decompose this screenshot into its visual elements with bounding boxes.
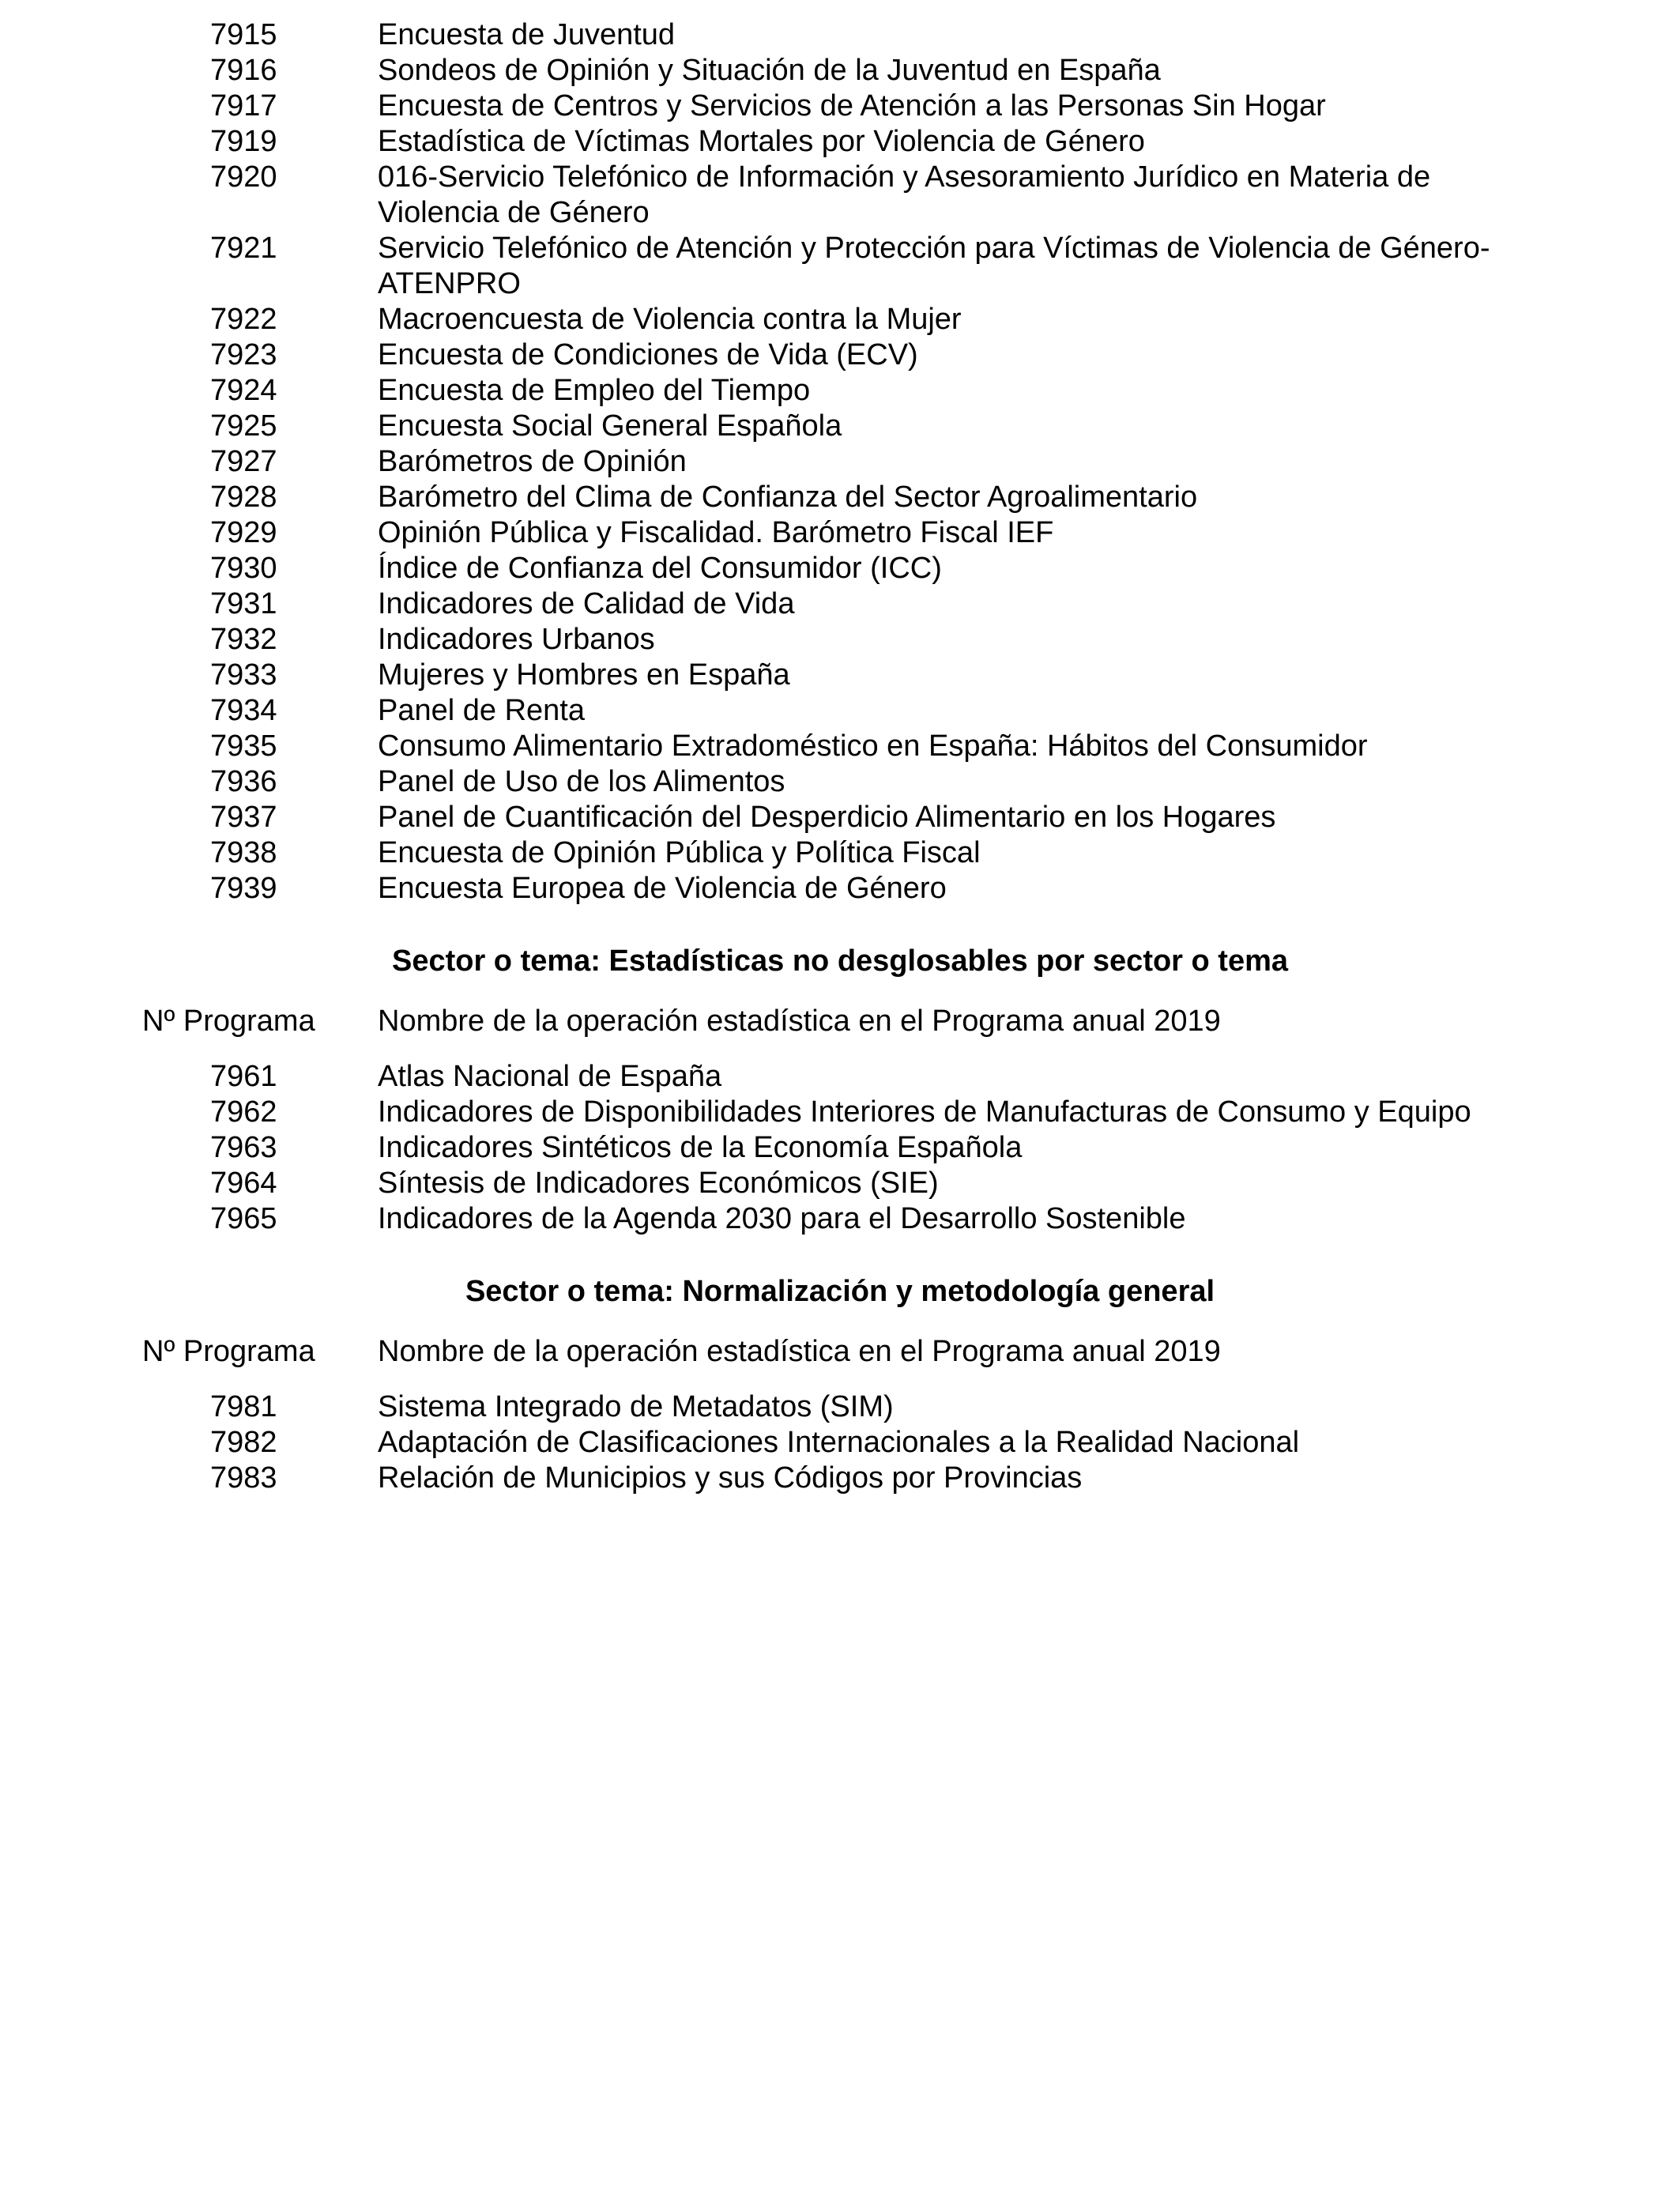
operations-list-section-3 bbox=[0, 1389, 1680, 1496]
program-number: 7982 bbox=[210, 1426, 277, 1459]
list-item bbox=[0, 160, 1680, 231]
list-item bbox=[0, 444, 1680, 480]
program-number: 7928 bbox=[210, 481, 277, 514]
operation-name: Relación de Municipios y sus Códigos por Provincias bbox=[378, 1461, 1083, 1495]
operation-name: Encuesta de Empleo del Tiempo bbox=[378, 374, 811, 407]
operation-name: Opinión Pública y Fiscalidad. Barómetro Fiscal IEF bbox=[378, 516, 1054, 549]
list-item bbox=[0, 1461, 1680, 1496]
operation-name: Mujeres y Hombres en España bbox=[378, 658, 790, 692]
list-item bbox=[0, 53, 1680, 89]
column-header-program: Nº Programa bbox=[142, 1335, 315, 1368]
program-number: 7939 bbox=[210, 872, 277, 905]
program-number: 7962 bbox=[210, 1095, 277, 1129]
operation-name: Panel de Cuantificación del Desperdicio Alimentario en los Hogares bbox=[378, 801, 1276, 834]
operation-name: Encuesta de Condiciones de Vida (ECV) bbox=[378, 338, 918, 371]
operation-name: Indicadores Urbanos bbox=[378, 623, 655, 656]
program-number: 7981 bbox=[210, 1390, 277, 1423]
operation-name: Servicio Telefónico de Atención y Protección para Víctimas de Violencia de Género-ATENPRO bbox=[378, 232, 1490, 300]
operations-list-section-2 bbox=[0, 1059, 1680, 1237]
list-item bbox=[0, 1425, 1680, 1461]
program-number: 7922 bbox=[210, 303, 277, 336]
operation-name: Sondeos de Opinión y Situación de la Juventud en España bbox=[378, 54, 1161, 87]
list-item bbox=[0, 1166, 1680, 1201]
list-item bbox=[0, 1201, 1680, 1237]
program-number: 7961 bbox=[210, 1060, 277, 1093]
operation-name: Indicadores Sintéticos de la Economía Española bbox=[378, 1131, 1023, 1164]
operation-name: Indicadores de la Agenda 2030 para el Desarrollo Sostenible bbox=[378, 1202, 1186, 1235]
list-item bbox=[0, 231, 1680, 302]
column-header-operation: Nombre de la operación estadística en el Programa anual 2019 bbox=[378, 1335, 1221, 1368]
program-number: 7936 bbox=[210, 765, 277, 798]
list-item bbox=[0, 693, 1680, 729]
list-item bbox=[0, 800, 1680, 835]
section-heading: Sector o tema: Estadísticas no desglosables por sector o tema bbox=[391, 944, 1289, 978]
program-number: 7935 bbox=[210, 729, 277, 763]
list-item bbox=[0, 622, 1680, 658]
list-item bbox=[0, 124, 1680, 160]
program-number: 7925 bbox=[210, 409, 277, 443]
operation-name: Adaptación de Clasificaciones Internacionales a la Realidad Nacional bbox=[378, 1426, 1300, 1459]
operations-list-section-1 bbox=[0, 17, 1680, 907]
list-item bbox=[0, 729, 1680, 764]
program-number: 7934 bbox=[210, 694, 277, 727]
program-number: 7929 bbox=[210, 516, 277, 549]
column-header-operation: Nombre de la operación estadística en el Programa anual 2019 bbox=[378, 1005, 1221, 1038]
operation-name: Encuesta de Opinión Pública y Política Fiscal bbox=[378, 836, 981, 869]
program-number: 7931 bbox=[210, 587, 277, 620]
program-number: 7919 bbox=[210, 125, 277, 158]
operation-name: Panel de Renta bbox=[378, 694, 585, 727]
list-item bbox=[0, 1059, 1680, 1095]
program-number: 7916 bbox=[210, 54, 277, 87]
list-item bbox=[0, 373, 1680, 409]
list-item bbox=[0, 871, 1680, 907]
program-number: 7963 bbox=[210, 1131, 277, 1164]
operation-name: Síntesis de Indicadores Económicos (SIE) bbox=[378, 1167, 939, 1200]
operation-name: Panel de Uso de los Alimentos bbox=[378, 765, 785, 798]
column-header-row bbox=[0, 1334, 1680, 1370]
list-item bbox=[0, 1130, 1680, 1166]
list-item bbox=[0, 480, 1680, 515]
program-number: 7965 bbox=[210, 1202, 277, 1235]
list-item bbox=[0, 764, 1680, 800]
program-number: 7937 bbox=[210, 801, 277, 834]
program-number: 7924 bbox=[210, 374, 277, 407]
operation-name: Atlas Nacional de España bbox=[378, 1060, 722, 1093]
operation-name: Consumo Alimentario Extradoméstico en España: Hábitos del Consumidor bbox=[378, 729, 1368, 763]
program-number: 7920 bbox=[210, 160, 277, 194]
program-number: 7964 bbox=[210, 1167, 277, 1200]
program-number: 7930 bbox=[210, 552, 277, 585]
operation-name: Encuesta de Juventud bbox=[378, 18, 676, 51]
operation-name: Indicadores de Calidad de Vida bbox=[378, 587, 795, 620]
list-item bbox=[0, 658, 1680, 693]
list-item bbox=[0, 1389, 1680, 1425]
program-number: 7983 bbox=[210, 1461, 277, 1495]
list-item bbox=[0, 835, 1680, 871]
operation-name: Índice de Confianza del Consumidor (ICC) bbox=[378, 552, 942, 585]
list-item bbox=[0, 89, 1680, 124]
operation-name: 016-Servicio Telefónico de Información y Asesoramiento Jurídico en Materia de Violencia de Género bbox=[378, 160, 1431, 229]
list-item bbox=[0, 515, 1680, 551]
operation-name: Estadística de Víctimas Mortales por Violencia de Género bbox=[378, 125, 1145, 158]
program-number: 7921 bbox=[210, 232, 277, 265]
list-item bbox=[0, 409, 1680, 444]
list-item bbox=[0, 337, 1680, 373]
column-header-program: Nº Programa bbox=[142, 1005, 315, 1038]
list-item bbox=[0, 586, 1680, 622]
list-item bbox=[0, 17, 1680, 53]
program-number: 7915 bbox=[210, 18, 277, 51]
column-header-row bbox=[0, 1004, 1680, 1039]
program-number: 7932 bbox=[210, 623, 277, 656]
operation-name: Sistema Integrado de Metadatos (SIM) bbox=[378, 1390, 894, 1423]
program-number: 7927 bbox=[210, 445, 277, 478]
list-item bbox=[0, 302, 1680, 337]
operation-name: Encuesta Europea de Violencia de Género bbox=[378, 872, 947, 905]
program-number: 7938 bbox=[210, 836, 277, 869]
program-number: 7923 bbox=[210, 338, 277, 371]
operation-name: Barómetro del Clima de Confianza del Sector Agroalimentario bbox=[378, 481, 1198, 514]
operation-name: Barómetros de Opinión bbox=[378, 445, 687, 478]
list-item bbox=[0, 551, 1680, 586]
operation-name: Encuesta de Centros y Servicios de Atención a las Personas Sin Hogar bbox=[378, 89, 1326, 123]
list-item bbox=[0, 1095, 1680, 1130]
program-number: 7933 bbox=[210, 658, 277, 692]
operation-name: Macroencuesta de Violencia contra la Mujer bbox=[378, 303, 962, 336]
program-number: 7917 bbox=[210, 89, 277, 123]
section-heading: Sector o tema: Normalización y metodología general bbox=[465, 1275, 1215, 1308]
operation-name: Indicadores de Disponibilidades Interiores de Manufacturas de Consumo y Equipo bbox=[378, 1095, 1471, 1129]
operation-name: Encuesta Social General Española bbox=[378, 409, 842, 443]
